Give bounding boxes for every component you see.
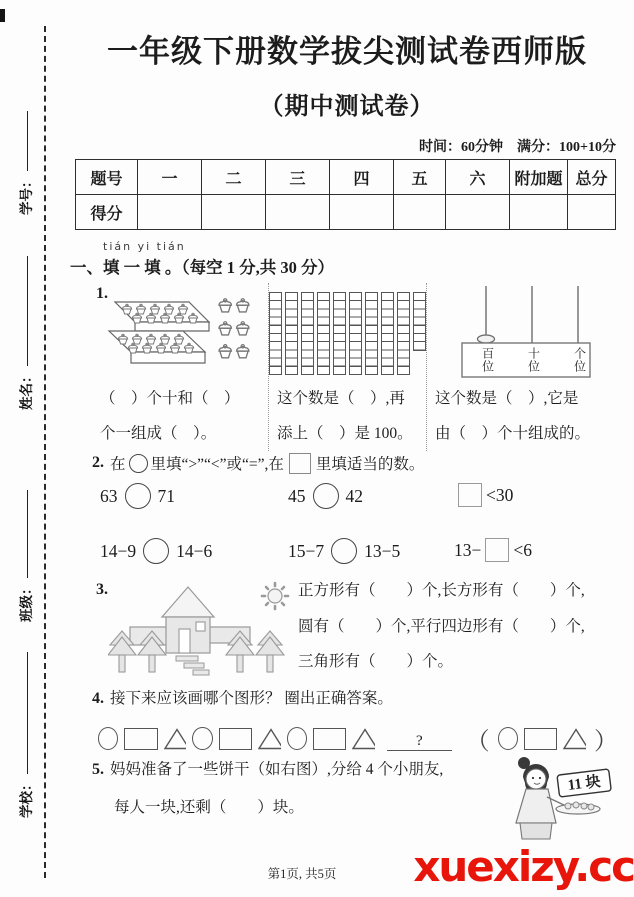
q2-right-value: <30 (486, 484, 514, 505)
name-label: 姓名： (19, 369, 34, 410)
pattern-circle-icon (192, 727, 212, 750)
page-title: 一年级下册数学拔尖测试卷西师版 (107, 34, 587, 69)
q1-col1-line2[interactable]: 个一组成（ ）。 (100, 425, 217, 442)
q2-left-value: 63 (100, 485, 118, 506)
pattern-triangle-icon (352, 728, 375, 750)
question-3-number: 3. (96, 581, 108, 598)
q1-column-blocks (268, 283, 426, 451)
q1-col3-line2[interactable]: 由（ ）个十组成的。 (435, 425, 591, 442)
score-table-header-1: 一 (138, 160, 202, 195)
score-table (75, 159, 616, 230)
pattern-circle-icon (98, 727, 118, 750)
score-cell[interactable] (446, 195, 510, 230)
option-rect-icon[interactable] (524, 728, 557, 750)
score-table-header-2: 二 (202, 160, 266, 195)
place-label-ones: 个位 (572, 347, 587, 373)
seal-field-school (15, 653, 35, 819)
score-cell[interactable] (266, 195, 330, 230)
q2-right-value: 42 (345, 485, 363, 506)
score-cell[interactable] (138, 195, 202, 230)
seal-field-student-no (15, 112, 35, 216)
score-table-header-4: 四 (330, 160, 394, 195)
seal-dashed-line (44, 26, 46, 878)
svg-text:11 块: 11 块 (566, 774, 602, 794)
q1-col1-line1[interactable]: （ ）个十和（ ） (100, 390, 240, 407)
q1-col3-line1[interactable]: 这个数是（ ）,它是 (435, 390, 579, 407)
school-label: 学校： (19, 777, 34, 818)
name-blank[interactable] (26, 257, 28, 367)
compare-circle-icon (129, 454, 148, 473)
abacus-bead (477, 335, 494, 343)
house-scene-image (108, 579, 298, 677)
question-3 (92, 577, 620, 679)
section1-pinyin: tián yi tián (103, 240, 186, 253)
option-triangle-icon[interactable] (563, 728, 586, 750)
page-subtitle: （期中测试卷） (259, 94, 435, 120)
q2-item-box-lt-30 (454, 483, 513, 507)
q2-intro-a: 在 (110, 456, 126, 473)
sun-icon (262, 583, 288, 609)
q2-item-13-minus-box-lt-6 (454, 538, 532, 562)
q4-paren-open: （ (465, 729, 490, 755)
compare-circle-blank[interactable] (125, 483, 151, 509)
q2-right-value: 13−5 (364, 540, 401, 561)
q2-left-value: 15−7 (288, 540, 325, 561)
q1-col2-line2[interactable]: 添上（ ）是 100。 (277, 425, 413, 442)
cookie-count-label (557, 769, 611, 797)
q1-column-place-value (426, 283, 620, 451)
q2-item-14-9-vs-14-6 (100, 538, 212, 564)
q4-text: 接下来应该画哪个图形？ 圈出正确答案。 (110, 690, 393, 707)
score-table-header-6: 六 (446, 160, 510, 195)
q1-column-cupcakes (92, 283, 268, 451)
watermark-text: xuexizy.cc (413, 842, 634, 891)
q3-line3[interactable]: 三角形有（ ）个。 (298, 653, 454, 670)
place-value-chart-image (448, 286, 600, 380)
number-box-blank[interactable] (458, 483, 482, 507)
mom-with-cookies-image (500, 751, 630, 846)
q2-item-15-7-vs-13-5 (288, 538, 400, 564)
compare-circle-blank[interactable] (313, 483, 339, 509)
compare-circle-blank[interactable] (331, 538, 357, 564)
q3-line2[interactable]: 圆有（ ）个,平行四边形有（ ）个, (298, 617, 585, 635)
q2-left-value: 13− (454, 539, 482, 560)
q2-intro-b: 里填“>”“<”或“=”,在 (150, 456, 284, 473)
q5-line1: 妈妈准备了一些饼干（如右图）,分给 4 个小朋友, (110, 761, 444, 778)
cupcake-trays-image (101, 289, 259, 377)
question-2 (92, 452, 620, 584)
number-box-blank[interactable] (485, 538, 509, 562)
q2-left-value: 45 (288, 485, 306, 506)
school-blank[interactable] (26, 653, 28, 775)
time-score-info: 时间：60分钟 满分：100+10分 (419, 140, 616, 155)
seal-field-class (15, 491, 35, 623)
compare-circle-blank[interactable] (143, 538, 169, 564)
pattern-rect-icon (313, 728, 346, 750)
score-cell[interactable] (202, 195, 266, 230)
score-cell[interactable] (330, 195, 394, 230)
place-label-hundreds: 百位 (480, 347, 495, 373)
q2-right-value: <6 (513, 539, 532, 560)
q5-line2[interactable]: 每人一块,还剩（ ）块。 (114, 799, 304, 816)
score-table-header-7: 附加题 (510, 160, 568, 195)
score-table-header-5: 五 (394, 160, 446, 195)
q2-left-value: 14−9 (100, 540, 137, 561)
pattern-triangle-icon (164, 728, 187, 750)
score-cell[interactable] (568, 195, 616, 230)
pattern-rect-icon (219, 728, 252, 750)
option-circle-icon[interactable] (498, 727, 518, 750)
scan-corner-mark (0, 9, 5, 22)
q3-line1[interactable]: 正方形有（ ）个,长方形有（ ）个, (298, 582, 585, 599)
class-label: 班级： (19, 581, 34, 622)
q2-right-value: 14−6 (176, 540, 213, 561)
number-box-icon (289, 453, 311, 474)
question-2-number: 2. (92, 454, 104, 471)
score-cell[interactable] (510, 195, 568, 230)
q2-intro-c: 里填适当的数。 (315, 456, 425, 473)
score-table-header-0: 题号 (76, 160, 138, 195)
pattern-rect-icon (124, 728, 157, 750)
page-number: 第1页, 共5页 (267, 867, 337, 881)
q4-answer-blank[interactable] (387, 726, 452, 751)
section1-heading: 一、填 一 填 。（每空 1 分,共 30 分） (70, 258, 334, 277)
question-5-number: 5. (92, 761, 104, 778)
q1-col2-line1[interactable]: 这个数是（ ）,再 (277, 390, 405, 407)
q2-item-63-71 (100, 483, 175, 509)
place-label-tens: 十位 (526, 347, 541, 373)
question-1 (92, 283, 620, 451)
seal-field-name (15, 257, 35, 411)
q2-right-value: 71 (157, 485, 175, 506)
score-table-header-3: 三 (266, 160, 330, 195)
student-no-blank[interactable] (26, 112, 28, 172)
question-4 (92, 686, 620, 756)
score-table-header-8: 总分 (568, 160, 616, 195)
pattern-triangle-icon (258, 728, 281, 750)
student-no-label: 学号： (19, 174, 34, 215)
question-1-number: 1. (96, 285, 108, 302)
score-row-label: 得分 (76, 195, 138, 230)
class-blank[interactable] (26, 491, 28, 579)
q2-item-45-42 (288, 483, 363, 509)
base-ten-blocks-image (269, 292, 426, 375)
question-mark: ? (416, 733, 423, 749)
pattern-circle-icon (287, 727, 307, 750)
question-4-number: 4. (92, 690, 104, 707)
q4-paren-close: ） (594, 729, 619, 755)
score-cell[interactable] (394, 195, 446, 230)
